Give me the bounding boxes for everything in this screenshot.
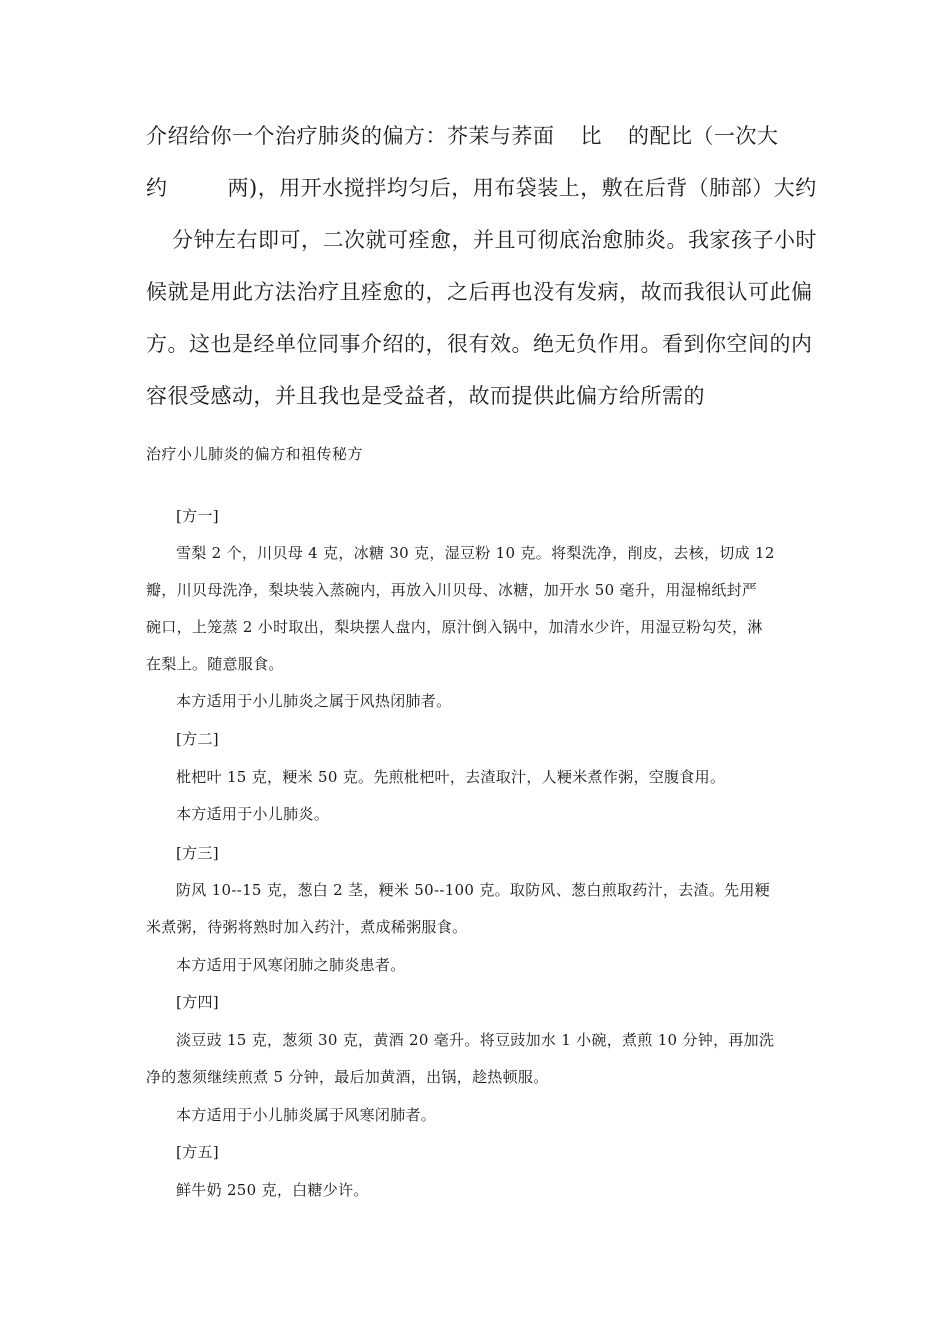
recipe-4-line-2: 净的葱须继续煎煮 5 分钟，最后加黄酒，出锅，趁热顿服。	[146, 1068, 549, 1086]
recipe-2-note: 本方适用于小儿肺炎。	[176, 805, 330, 823]
recipe-1-line-3: 碗口，上笼蒸 2 小时取出，梨块摆人盘内，原汁倒入锅中，加清水少许，用湿豆粉勾芡，淋	[146, 618, 763, 636]
recipe-5-heading: [方五]	[176, 1143, 219, 1161]
intro-line-1	[146, 110, 816, 162]
recipe-3-line-2: 米煮粥，待粥将熟时加入药汁，煮成稀粥服食。	[146, 918, 468, 936]
recipe-1-line-2: 瓣，川贝母洗净，梨块装入蒸碗内，再放入川贝母、冰糖，加开水 50 毫升，用湿棉纸封严	[146, 581, 758, 599]
intro-line-5-text: 方。这也是经单位同事介绍的，很有效。绝无负作用。看到你空间的内	[146, 332, 813, 356]
recipe-3-heading: [方三]	[176, 844, 219, 862]
recipe-2-heading: [方二]	[176, 730, 219, 748]
recipe-1-heading: [方一]	[176, 507, 219, 525]
section-title: 治疗小儿肺炎的偏方和祖传秘方	[146, 445, 364, 463]
recipe-4-heading: [方四]	[176, 993, 219, 1011]
intro-line-2	[146, 162, 816, 214]
intro-line-4	[146, 266, 816, 318]
recipe-4-line-1: 淡豆豉 15 克，葱须 30 克，黄酒 20 毫升。将豆豉加水 1 小碗，煮煎 10 分钟，再加洗	[176, 1031, 775, 1049]
recipe-1-line-1: 雪梨 2 个，川贝母 4 克，冰糖 30 克，湿豆粉 10 克。将梨洗净，削皮，去核，切成 12	[176, 544, 775, 562]
recipe-2-line-1: 枇杷叶 15 克，粳米 50 克。先煎枇杷叶，去渣取汁，人粳米煮作粥，空腹食用。	[176, 768, 726, 786]
intro-line-6-text: 容很受感动，并且我也是受益者，故而提供此偏方给所需的	[146, 384, 705, 408]
intro-line-4-text: 候就是用此方法治疗且痊愈的，之后再也没有发病，故而我很认可此偏	[146, 280, 813, 304]
intro-paragraph	[146, 110, 816, 422]
recipe-5-line-1: 鲜牛奶 250 克，白糖少许。	[176, 1181, 369, 1199]
recipe-3-note: 本方适用于风寒闭肺之肺炎患者。	[176, 956, 406, 974]
intro-line-3-text: 分钟左右即可，二次就可痊愈，并且可彻底治愈肺炎。我家孩子小时	[172, 228, 817, 252]
recipe-3-line-1: 防风 10--15 克，葱白 2 茎，粳米 50--100 克。取防风、葱白煎取药汁，去渣。先用粳	[176, 881, 771, 899]
recipe-1-note: 本方适用于小儿肺炎之属于风热闭肺者。	[176, 692, 452, 710]
recipe-4-note: 本方适用于小儿肺炎属于风寒闭肺者。	[176, 1106, 437, 1124]
intro-line-5	[146, 318, 816, 370]
intro-line-3	[146, 214, 816, 266]
intro-line-1-part-c: 的配比（一次大	[628, 124, 779, 148]
intro-line-1-part-a: 介绍给你一个治疗肺炎的偏方：芥茉与荞面	[146, 124, 555, 148]
intro-line-2-part-a: 约	[146, 176, 168, 200]
intro-line-2-part-b: 两)，用开水搅拌均匀后，用布袋装上，敷在后背（肺部）大约	[227, 176, 817, 200]
intro-line-6	[146, 370, 816, 422]
recipe-1-line-4: 在梨上。随意服食。	[146, 655, 284, 673]
intro-line-1-part-b: 比	[580, 124, 602, 148]
